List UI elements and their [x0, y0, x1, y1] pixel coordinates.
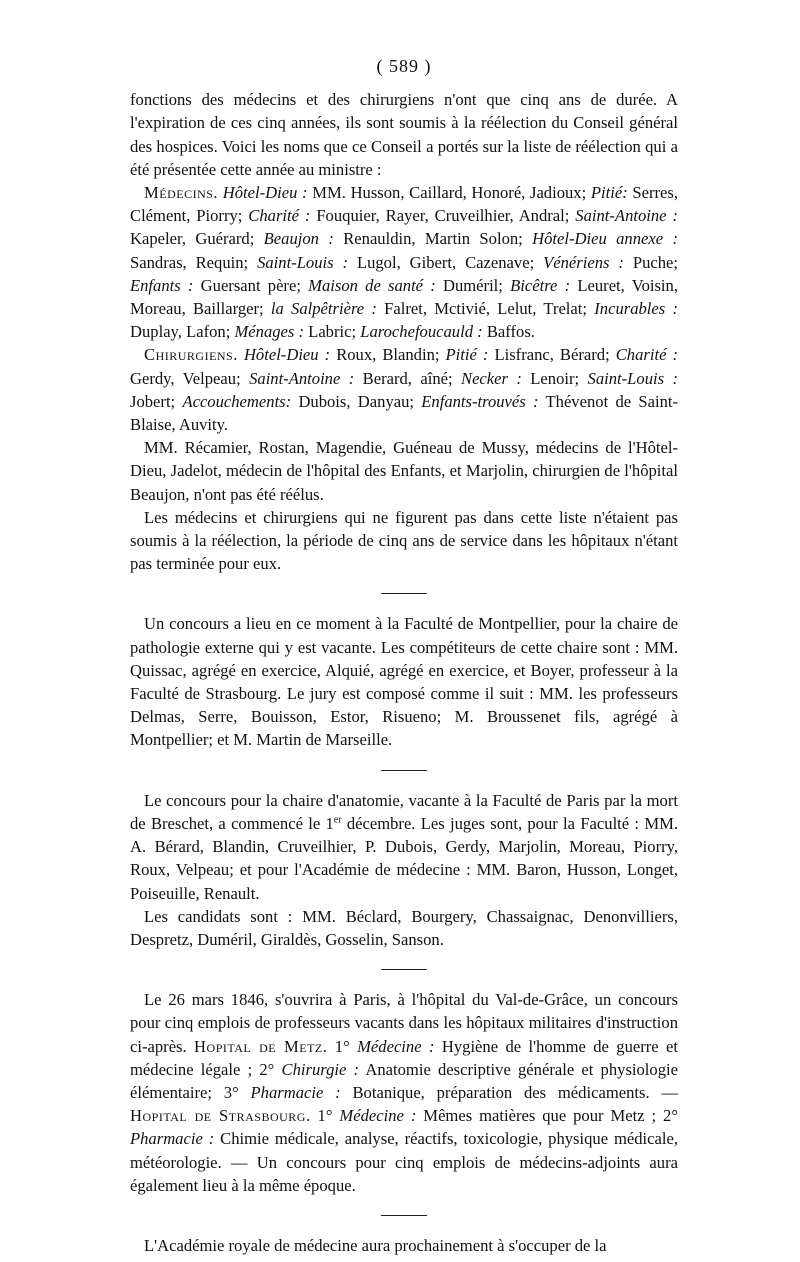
text: 1°: [310, 1106, 340, 1126]
heading-medecins: Médecins.: [144, 183, 219, 203]
section-divider: [381, 1215, 427, 1216]
label-pharmacie: Pharmacie :: [130, 1129, 215, 1149]
text: Puche;: [623, 252, 678, 272]
text: Botanique, préparation des médicaments. —: [340, 1082, 678, 1102]
text: Le concours pour la chaire d'anatomie, vacante à la Faculté de Paris par la mort de Breschet, a commencé le 1: [130, 790, 678, 833]
label-hotel-dieu: Hôtel-Dieu :: [243, 345, 331, 365]
label-necker: Necker :: [461, 368, 522, 388]
text: Serres, Clément, Piorry;: [130, 183, 679, 226]
label-charite: Charité :: [615, 345, 678, 365]
section-divider: [381, 593, 427, 594]
paragraph-concours-anatomie: [130, 789, 678, 905]
text: Falret, Mctivié, Lelut, Trelat;: [376, 299, 595, 319]
page-number: ( 589 ): [376, 56, 432, 76]
label-saint-louis: Saint-Louis :: [587, 368, 678, 388]
paragraph-chirurgiens: [130, 343, 678, 436]
paragraph-non-soumis: Les médecins et chirurgiens qui ne figurent pas dans cette liste n'étaient pas soumis à la réélection, la période de cinq ans de service dans les hôpitaux n'étant pas terminée pour eux.: [130, 507, 678, 574]
label-saint-antoine: Saint-Antoine :: [249, 368, 355, 388]
text: Dubois, Danyau;: [291, 391, 422, 411]
text: Lugol, Gibert, Cazenave;: [348, 252, 544, 272]
document-page: [130, 55, 678, 1257]
superscript: er: [333, 814, 342, 826]
text: MM. Husson, Caillard, Honoré, Jadioux;: [307, 183, 591, 203]
label-enfants-trouves: Enfants-trouvés :: [421, 391, 539, 411]
text: Duplay, Lafon;: [130, 322, 235, 342]
label-menages: Ménages :: [234, 322, 305, 342]
label-maison-sante: Maison de santé :: [308, 275, 436, 295]
text: Thévenot de Saint-Blaise, Auvity.: [130, 391, 679, 435]
text: Anatomie descriptive générale et physiologie élémentaire; 3°: [130, 1059, 678, 1102]
text: Berard, aîné;: [354, 368, 461, 388]
label-pitie: Pitié:: [590, 183, 628, 203]
section-val-de-grace: [130, 988, 678, 1197]
text: Hygiène de l'homme de guerre et médecine légale ; 2°: [130, 1036, 679, 1079]
paragraph-intro: fonctions des médecins et des chirurgiens n'ont que cinq ans de durée. A l'expiration de ces cinq années, ils sont soumis à la réélection du Conseil général des hospices. Voici les noms que ce Conseil a portés sur la liste de réélection qui a été présentée cette année au ministre :: [130, 90, 678, 179]
label-medecine: Médecine :: [357, 1036, 435, 1056]
heading-hopital-strasbourg: Hopital de Strasbourg.: [130, 1106, 311, 1126]
text: Leuret, Voisin, Moreau, Baillarger;: [130, 275, 678, 319]
section-reelection: [130, 88, 678, 575]
text: Gerdy, Velpeau;: [130, 368, 250, 388]
label-chirurgie: Chirurgie :: [281, 1059, 360, 1079]
label-larochefoucauld: Larochefoucauld :: [360, 322, 483, 342]
label-hotel-dieu-annexe: Hôtel-Dieu annexe :: [532, 229, 678, 249]
text: décembre. Les juges sont, pour la Faculté : MM. A. Bérard, Blandin, Cruveilhier, P. Dubois, Gerdy, Marjolin, Moreau, Piorry, Roux, Velpeau; et pour l'Académie de médecine : MM. Baron, Husson, Longet, Poiseuille, Renault.: [130, 813, 678, 903]
text: Lisfranc, Bérard;: [488, 345, 616, 365]
text: Labric;: [304, 322, 361, 342]
text: Baffos.: [482, 322, 535, 342]
paragraph-concours-montpellier: Un concours a lieu en ce moment à la Faculté de Montpellier, pour la chaire de pathologie externe qui y est vacante. Les compétiteurs de cette chaire sont : MM. Quissac, agrégé en exercice, Alquié, agrégé en exercice, et Boyer, professeur à la Faculté de Strasbourg. Le jury est composé comme il suit : MM. les professeurs Delmas, Serre, Bouisson, Estor, Risueno; M. Broussenet fils, agrégé à Montpellier; et M. Martin de Marseille.: [130, 614, 678, 750]
section-divider: [381, 770, 427, 771]
paragraph-candidats: Les candidats sont : MM. Béclard, Bourgery, Chassaignac, Denonvilliers, Despretz, Duméril, Giraldès, Gosselin, Sanson.: [130, 906, 678, 949]
label-incurables: Incurables :: [594, 299, 678, 319]
text: Jobert;: [130, 391, 183, 411]
label-saint-antoine: Saint-Antoine :: [575, 206, 678, 226]
text: Duméril;: [435, 275, 511, 295]
label-salpetriere: la Salpêtrière :: [270, 299, 377, 319]
text: Renauldin, Martin Solon;: [333, 229, 533, 249]
label-medecine: Médecine :: [339, 1106, 417, 1126]
paragraph-concours-val-de-grace: [130, 988, 678, 1197]
text: Le 26 mars 1846, s'ouvrira à Paris, à l'hôpital du Val-de-Grâce, un concours pour cinq emplois de professeurs vacants dans les hôpitaux militaires d'instruction ci-après.: [130, 990, 678, 1056]
section-academie: [130, 1234, 678, 1257]
text: Sandras, Requin;: [130, 252, 258, 272]
paragraph-non-reelus: MM. Récamier, Rostan, Magendie, Guéneau de Mussy, médecins de l'Hôtel-Dieu, Jadelot, médecin de l'hôpital des Enfants, et Marjolin, chirurgien de l'hôpital Beaujon, n'ont pas été réélus.: [130, 438, 678, 504]
label-enfants: Enfants :: [130, 275, 194, 295]
text: 1°: [327, 1036, 358, 1056]
label-pharmacie: Pharmacie :: [250, 1082, 341, 1102]
label-pitie: Pitié :: [445, 345, 489, 365]
text: Fouquier, Rayer, Cruveilhier, Andral;: [310, 206, 576, 226]
section-montpellier: [130, 612, 678, 751]
text: Mêmes matières que pour Metz ; 2°: [416, 1106, 678, 1126]
label-accouchements: Accouchements:: [182, 391, 292, 411]
text: Guersant père;: [193, 275, 309, 295]
label-charite: Charité :: [248, 206, 311, 226]
label-saint-louis: Saint-Louis :: [257, 252, 349, 272]
section-divider: [381, 969, 427, 970]
label-beaujon: Beaujon :: [263, 229, 334, 249]
text: Roux, Blandin;: [330, 345, 446, 365]
label-bicetre: Bicêtre :: [510, 275, 571, 295]
text: Kapeler, Guérard;: [130, 229, 264, 249]
text: Lenoir;: [521, 368, 588, 388]
paragraph-academie: L'Académie royale de médecine aura prochainement à s'occuper de la: [144, 1235, 607, 1255]
label-hotel-dieu: Hôtel-Dieu :: [222, 183, 308, 203]
paragraph-medecins: [130, 181, 678, 343]
label-veneriens: Vénériens :: [543, 252, 624, 272]
heading-hopital-metz: Hopital de Metz.: [194, 1036, 328, 1056]
heading-chirurgiens: Chirurgiens.: [144, 345, 238, 365]
text: Chimie médicale, analyse, réactifs, toxicologie, physique médicale, météorologie. — Un concours pour cinq emplois de médecins-adjoints aura également lieu à la même époque.: [130, 1129, 678, 1195]
section-anatomie: [130, 789, 678, 951]
